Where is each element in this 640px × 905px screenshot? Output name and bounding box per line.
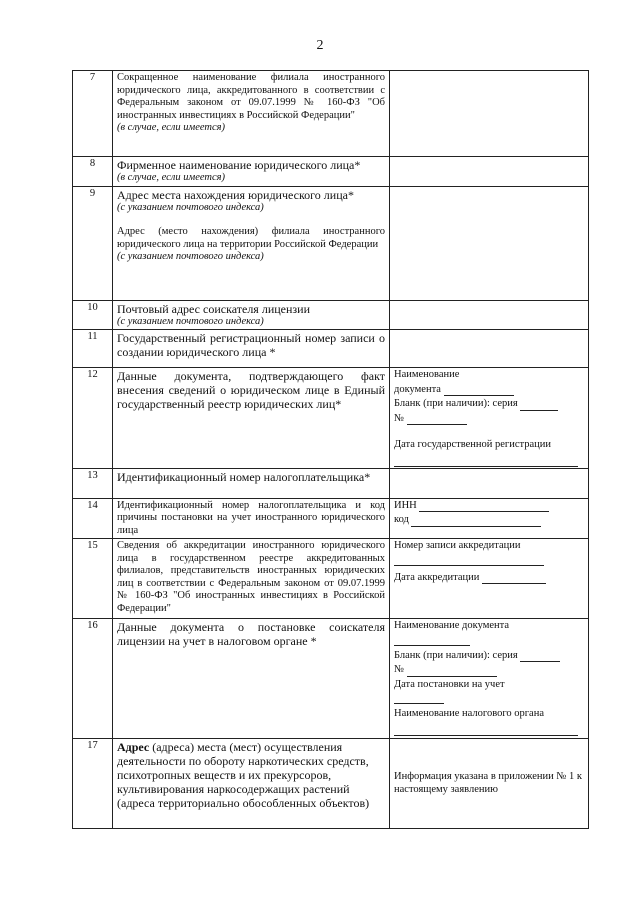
row-number: 11 [73,330,113,368]
document-label: документа [394,383,441,395]
field-description: Идентификационный номер налогоплательщика* [117,469,371,484]
series-input[interactable] [520,651,560,662]
document-name-input[interactable] [444,385,514,396]
field-value-cell[interactable] [390,300,589,330]
kpp-input[interactable] [411,516,541,527]
row-number: 9 [73,186,113,300]
row-number: 8 [73,157,113,187]
field-description: Государственный регистрационный номер записи о создании юридического лица * [117,331,385,359]
field-description: Почтовый адрес соискателя лицензии [117,301,310,316]
tax-document-name-label: Наименование документа [394,620,509,631]
tax-registration-date-input[interactable] [394,693,444,704]
tax-document-name-input[interactable] [394,635,470,646]
row-number: 12 [73,368,113,469]
row-number: 10 [73,300,113,330]
number-input[interactable] [407,666,497,677]
table-row [73,739,589,829]
accreditation-date-label: Дата аккредитации [394,571,480,583]
field-value-cell[interactable] [390,468,589,498]
field-value-cell[interactable] [390,157,589,187]
row-number: 14 [73,498,113,539]
document-name-label: Наименование [394,369,460,380]
row-number: 16 [73,619,113,739]
field-description: Сведения об аккредитации иностранного юридического лица в государственном реестре аккредитованных филиалов, представительств иностранных юридических лиц в соответствии с Федеральным законом от 09.07.1999 № 160-ФЗ "Об иностранных инвестициях в Российской Федерации" [117,540,385,614]
field-description-bold: Адрес [117,740,150,754]
table-row [73,498,589,539]
row-number: 7 [73,71,113,157]
inn-label: ИНН [394,499,417,511]
field-description: Данные документа о постановке соискателя лицензии на учет в налоговом органе * [117,620,385,648]
series-input[interactable] [520,400,558,411]
field-value-cell[interactable] [390,186,589,300]
number-label: № [394,664,405,675]
field-note: (в случае, если имеется) [117,172,225,183]
table-row [73,539,589,619]
number-label: № [394,412,405,424]
accreditation-date-input[interactable] [482,573,546,584]
tax-authority-label: Наименование налогового органа [394,708,544,719]
field-description: Сокращенное наименование филиала иностранного юридического лица, аккредитованного в соответствии с Федеральным законом от 09.07.1999 № 160-ФЗ "Об иностранных инвестициях в Российской Федерации" [117,72,385,121]
appendix-reference: Информация указана в приложении № 1 к настоящему заявлению [394,771,583,795]
number-input[interactable] [407,414,467,425]
series-label: Бланк (при наличии): серия [394,398,518,409]
table-row [73,619,589,739]
field-description: Адрес места нахождения юридического лица* [117,187,354,202]
registration-date-label: Дата государственной регистрации [394,439,551,450]
kpp-label: код [394,514,409,525]
table-row [73,71,589,157]
field-value-cell[interactable] [390,330,589,368]
series-label: Бланк (при наличии): серия [394,649,518,661]
registration-date-input[interactable] [394,454,578,467]
table-row [73,368,589,469]
tax-authority-input[interactable] [394,723,578,736]
field-note: (с указанием почтового индекса) [117,201,264,213]
table-row [73,186,589,300]
field-note: (в случае, если имеется) [117,122,225,133]
row-number: 13 [73,468,113,498]
application-form-table [72,70,589,829]
table-row [73,300,589,330]
field-note: (с указанием почтового индекса) [117,315,264,327]
page-number: 2 [316,38,324,53]
table-row [73,468,589,498]
row-number: 17 [73,739,113,829]
field-description: Данные документа, подтверждающего факт внесения сведений о юридическом лице в Единый государственный реестр юридических лиц* [117,369,385,411]
table-row [73,157,589,187]
field-value-cell[interactable] [390,71,589,157]
row-number: 15 [73,539,113,619]
accreditation-number-input[interactable] [394,555,544,566]
table-row [73,330,589,368]
field-description: Идентификационный номер налогоплательщика и код причины постановки на учет иностранного юридического лица [117,499,385,536]
field-note: (с указанием почтового индекса) [117,251,264,262]
field-description: (адреса) места (мест) осуществления деятельности по обороту наркотических средств, психотропных веществ и их прекурсоров, культивирования наркосодержащих растений (адреса территориально обособленных объектов) [117,740,370,810]
inn-input[interactable] [419,501,549,512]
tax-registration-date-label: Дата постановки на учет [394,678,505,690]
accreditation-number-label: Номер записи аккредитации [394,540,521,551]
field-description: Фирменное наименование юридического лица* [117,158,361,172]
field-description-branch: Адрес (место нахождения) филиала иностранного юридического лица на территории Российской Федерации [117,226,385,250]
